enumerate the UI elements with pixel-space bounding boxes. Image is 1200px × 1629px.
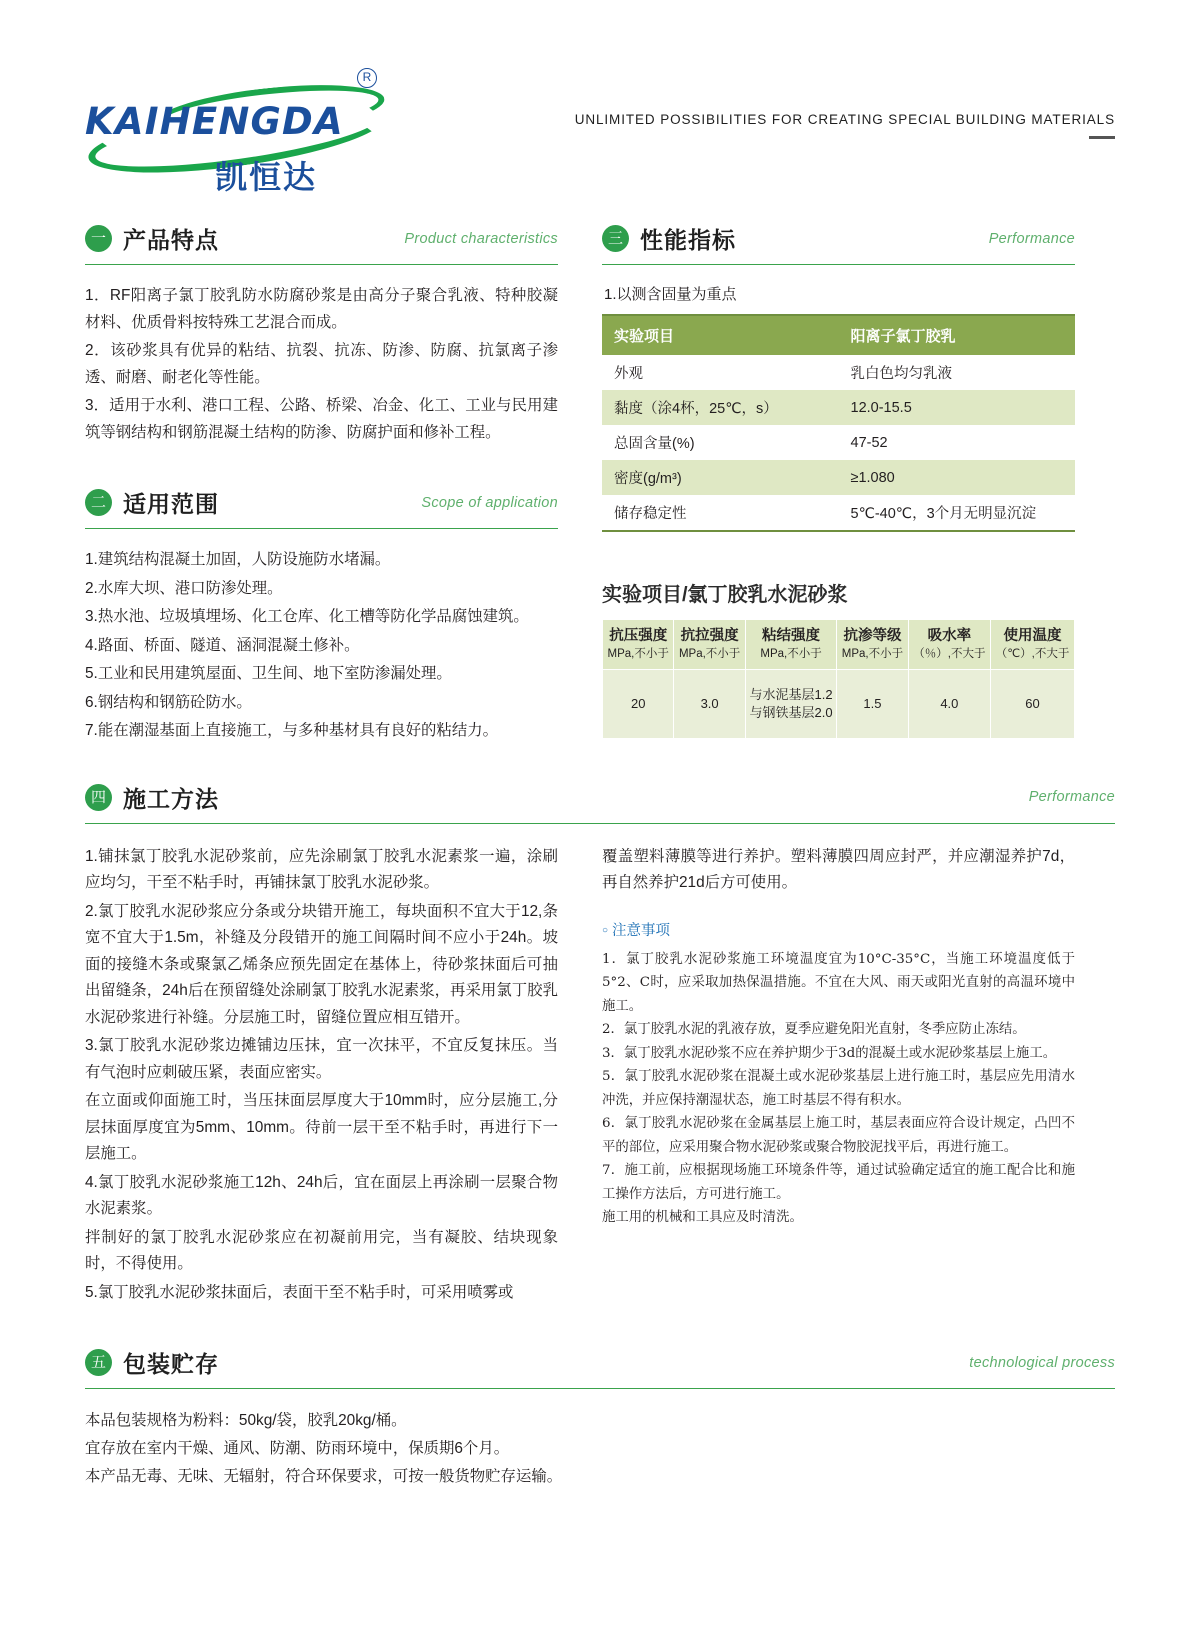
scope-item: 2.水库大坝、港口防渗处理。 (85, 579, 283, 597)
page-header (0, 0, 1200, 200)
section-subtitle-construction: Performance (1028, 789, 1115, 805)
cell-value: ≥1.080 (850, 469, 895, 486)
spacer (85, 448, 558, 486)
logo-english-name: KAIHENGDA (85, 100, 344, 143)
header-sub: MPa,不小于 (607, 648, 669, 660)
left-column (85, 222, 558, 747)
construction-step: 1.铺抹氯丁胶乳水泥砂浆前，应先涂刷氯丁胶乳水泥素浆一遍，涂刷应均匀，干至不粘手时，再铺抹氯丁胶乳水泥砂浆。 (85, 847, 558, 891)
cell-tensile: 3.0 (674, 670, 745, 739)
col-header-compressive (603, 620, 674, 670)
notice-item: 施工用的机械和工具应及时清洗。 (602, 1210, 803, 1225)
scope-item: 4.路面、桥面、隧道、涵洞混凝土修补。 (85, 636, 360, 654)
section-number-three: 三 (602, 225, 629, 252)
col-header-bond (745, 620, 836, 670)
packaging-item: 本产品无毒、无味、无辐射，符合环保要求，可按一般货物贮存运输。 (85, 1468, 563, 1485)
cell-item: 储存稳定性 (614, 506, 687, 522)
notice-item: 5．氯丁胶乳水泥砂浆在混凝土或水泥砂浆基层上进行施工时，基层应先用清水冲洗，并应保持潮湿状态，施工时基层不得有积水。 (602, 1069, 1075, 1108)
col-header-tensile (674, 620, 745, 670)
right-column (602, 222, 1075, 747)
cell-value: 47-52 (850, 434, 888, 451)
section-packaging (0, 1308, 1200, 1491)
packaging-body (85, 1407, 1115, 1491)
notice-item: 2．氯丁胶乳水泥的乳液存放，夏季应避免阳光直射，冬季应防止冻结。 (602, 1022, 1026, 1037)
section-subtitle-packaging: technological process (969, 1354, 1115, 1371)
header-tagline: UNLIMITED POSSIBILITIES FOR CREATING SPECIAL BUILDING MATERIALS (574, 112, 1115, 127)
cell-value: 乳白色均匀乳液 (850, 366, 952, 382)
table-header-row (602, 315, 1075, 355)
header-main: 抗拉强度 (680, 628, 739, 644)
cell-item: 外观 (614, 366, 643, 382)
section-header-construction (85, 781, 1115, 824)
section-number-one: 一 (85, 225, 112, 252)
construction-step-continued: 覆盖塑料薄膜等进行养护。塑料薄膜四周应封严，并应潮湿养护7d，再自然养护21d后方可使用。 (602, 847, 1075, 891)
section-header-packaging (85, 1346, 1115, 1389)
table-row (602, 390, 1075, 425)
cell-absorption: 4.0 (908, 670, 990, 739)
construction-step: 4.氯丁胶乳水泥砂浆施工12h、24h后，宜在面层上再涂刷一层聚合物水泥素浆。 (85, 1173, 558, 1217)
spacer (602, 532, 1075, 578)
header-main: 抗压强度 (609, 628, 668, 644)
section-title-performance: 性能指标 (640, 227, 736, 253)
logo-chinese-name: 凯恒达 (215, 159, 318, 195)
section-header-scope (85, 486, 558, 529)
section-title-packaging: 包装贮存 (123, 1351, 219, 1377)
section-number-five: 五 (85, 1349, 112, 1376)
packaging-item: 本品包装规格为粉料：50kg/袋，胶乳20kg/桶。 (85, 1412, 407, 1429)
notice-item: 7．施工前，应根据现场施工环境条件等，通过试验确定适宜的施工配合比和施工操作方法后，方可进行施工。 (602, 1163, 1075, 1202)
header-main: 使用温度 (1003, 628, 1062, 644)
table-row (602, 425, 1075, 460)
header-sub: MPa,不小于 (760, 648, 822, 660)
construction-columns (85, 844, 1115, 1309)
col-header-impermeability (837, 620, 908, 670)
product-item: 3．适用于水利、港口工程、公路、桥梁、冶金、化工、工业与民用建筑等钢结构和钢筋混凝土结构的防渗、防腐护面和修补工程。 (85, 397, 558, 441)
cell-bond: 与水泥基层1.2 与钢铁基层2.0 (745, 670, 836, 739)
header-sub: （％）,不大于 (913, 648, 986, 660)
section-subtitle-performance: Performance (988, 230, 1075, 247)
section-title-product: 产品特点 (123, 227, 219, 253)
section-subtitle-product: Product characteristics (404, 230, 558, 247)
cell-impermeability: 1.5 (837, 670, 908, 739)
scope-item: 1.建筑结构混凝土加固，人防设施防水堵漏。 (85, 551, 391, 568)
header-main: 粘结强度 (762, 628, 821, 644)
construction-left (85, 844, 558, 1309)
registered-trademark-icon: R (357, 68, 377, 88)
cell-temperature: 60 (991, 670, 1075, 739)
section-subtitle-scope: Scope of application (421, 494, 558, 511)
product-item: 2．该砂浆具有优异的粘结、抗裂、抗冻、防渗、防腐、抗氯离子渗透、耐磨、耐老化等性能。 (85, 342, 558, 386)
section-title-construction: 施工方法 (123, 785, 219, 812)
cell-value: 5℃-40℃，3个月无明显沉淀 (850, 506, 1037, 522)
performance-note: 1.以测含固量为重点 (604, 286, 737, 303)
section-number-four: 四 (85, 784, 112, 811)
section-construction (0, 747, 1200, 1309)
col-header-absorption (908, 620, 990, 670)
table-row (602, 460, 1075, 495)
section-title-scope: 适用范围 (123, 491, 219, 517)
scope-item: 5.工业和民用建筑屋面、卫生间、地下室防渗漏处理。 (85, 665, 452, 682)
mortar-properties-table (602, 619, 1075, 739)
cell-item: 黏度（涂4杯，25℃，s） (614, 401, 778, 417)
col-header-temperature (991, 620, 1075, 670)
col-header-value: 阳离子氯丁胶乳 (839, 315, 1076, 355)
main-columns (0, 200, 1200, 747)
header-sub: MPa,不小于 (678, 648, 741, 660)
header-rule (1089, 136, 1115, 139)
table-row (603, 670, 1075, 739)
section-header-product (85, 222, 558, 265)
mortar-table-title: 实验项目/氯丁胶乳水泥砂浆 (602, 584, 848, 606)
cell-item: 密度(g/m³) (614, 471, 682, 487)
header-main: 吸水率 (927, 628, 972, 644)
section-header-performance (602, 222, 1075, 265)
notice-heading: ○ 注意事项 (602, 919, 1075, 940)
cell-item: 总固含量(%) (614, 436, 695, 452)
construction-step: 拌制好的氯丁胶乳水泥砂浆应在初凝前用完，当有凝胶、结块现象时，不得使用。 (85, 1228, 558, 1272)
header-main: 抗渗等级 (843, 628, 902, 644)
notice-item: 3．氯丁胶乳水泥砂浆不应在养护期少于3d的混凝土或水泥砂浆基层上施工。 (602, 1045, 1057, 1061)
scope-item: 6.钢结构和钢筋砼防水。 (85, 693, 252, 711)
scope-item: 7.能在潮湿基面上直接施工，与多种基材具有良好的粘结力。 (85, 722, 498, 739)
notice-item: 6．氯丁胶乳水泥砂浆在金属基层上施工时，基层表面应符合设计规定，凸凹不平的部位，应采用聚合物水泥砂浆或聚合物胶泥找平后，再进行施工。 (602, 1116, 1075, 1155)
table-header-row (603, 620, 1075, 670)
construction-step: 在立面或仰面施工时，当压抹面层厚度大于10mm时，应分层施工,分层抹面厚度宜为5mm、10mm。待前一层干至不粘手时，再进行下一层施工。 (85, 1092, 558, 1162)
notice-item: 1．氯丁胶乳水泥砂浆施工环境温度宜为10°C-35°C，当施工环境温度低于5°2、C时，应采取加热保温措施。不宜在大风、雨天或阳光直射的高温环境中施工。 (602, 951, 1075, 1014)
performance-table (602, 314, 1075, 532)
table-row (602, 495, 1075, 531)
table-row (602, 355, 1075, 390)
header-sub: （℃）,不大于 (995, 648, 1070, 660)
cell-compressive: 20 (603, 670, 674, 739)
col-header-test-item: 实验项目 (602, 315, 839, 355)
product-item: 1．RF阳离子氯丁胶乳防水防腐砂浆是由高分子聚合乳液、特种胶凝材料、优质骨料按特殊工艺混合而成。 (85, 287, 558, 331)
packaging-item: 宜存放在室内干燥、通风、防潮、防雨环境中，保质期6个月。 (85, 1440, 510, 1457)
construction-step: 5.氯丁胶乳水泥砂浆抹面后，表面干至不粘手时，可采用喷雾或 (85, 1283, 514, 1301)
section-number-two: 二 (85, 489, 112, 516)
header-sub: MPa,不小于 (841, 648, 904, 660)
construction-right (602, 844, 1075, 1309)
scope-item: 3.热水池、垃圾填埋场、化工仓库、化工槽等防化学品腐蚀建筑。 (85, 608, 529, 625)
cell-value: 12.0-15.5 (850, 399, 912, 416)
notice-list (602, 948, 1075, 1230)
construction-step: 2.氯丁胶乳水泥砂浆应分条或分块错开施工，每块面积不宜大于12,条宽不宜大于1.5m，补缝及分段错开的施工间隔时间不应小于24h。坡面的接缝木条或聚氯乙烯条应预先固定在基体上，待砂浆抹面后可抽出留缝条，24h后在预留缝处涂刷氯丁胶乳水泥素浆，再采用氯丁胶乳水泥砂浆进行补缝。分层施工时，留缝位置应相互错开。 (85, 902, 558, 1026)
construction-step: 3.氯丁胶乳水泥砂浆边摊铺边压抹，宜一次抹平，不宜反复抹压。当有气泡时应刺破压紧，表面应密实。 (85, 1037, 558, 1081)
company-logo (85, 60, 405, 195)
